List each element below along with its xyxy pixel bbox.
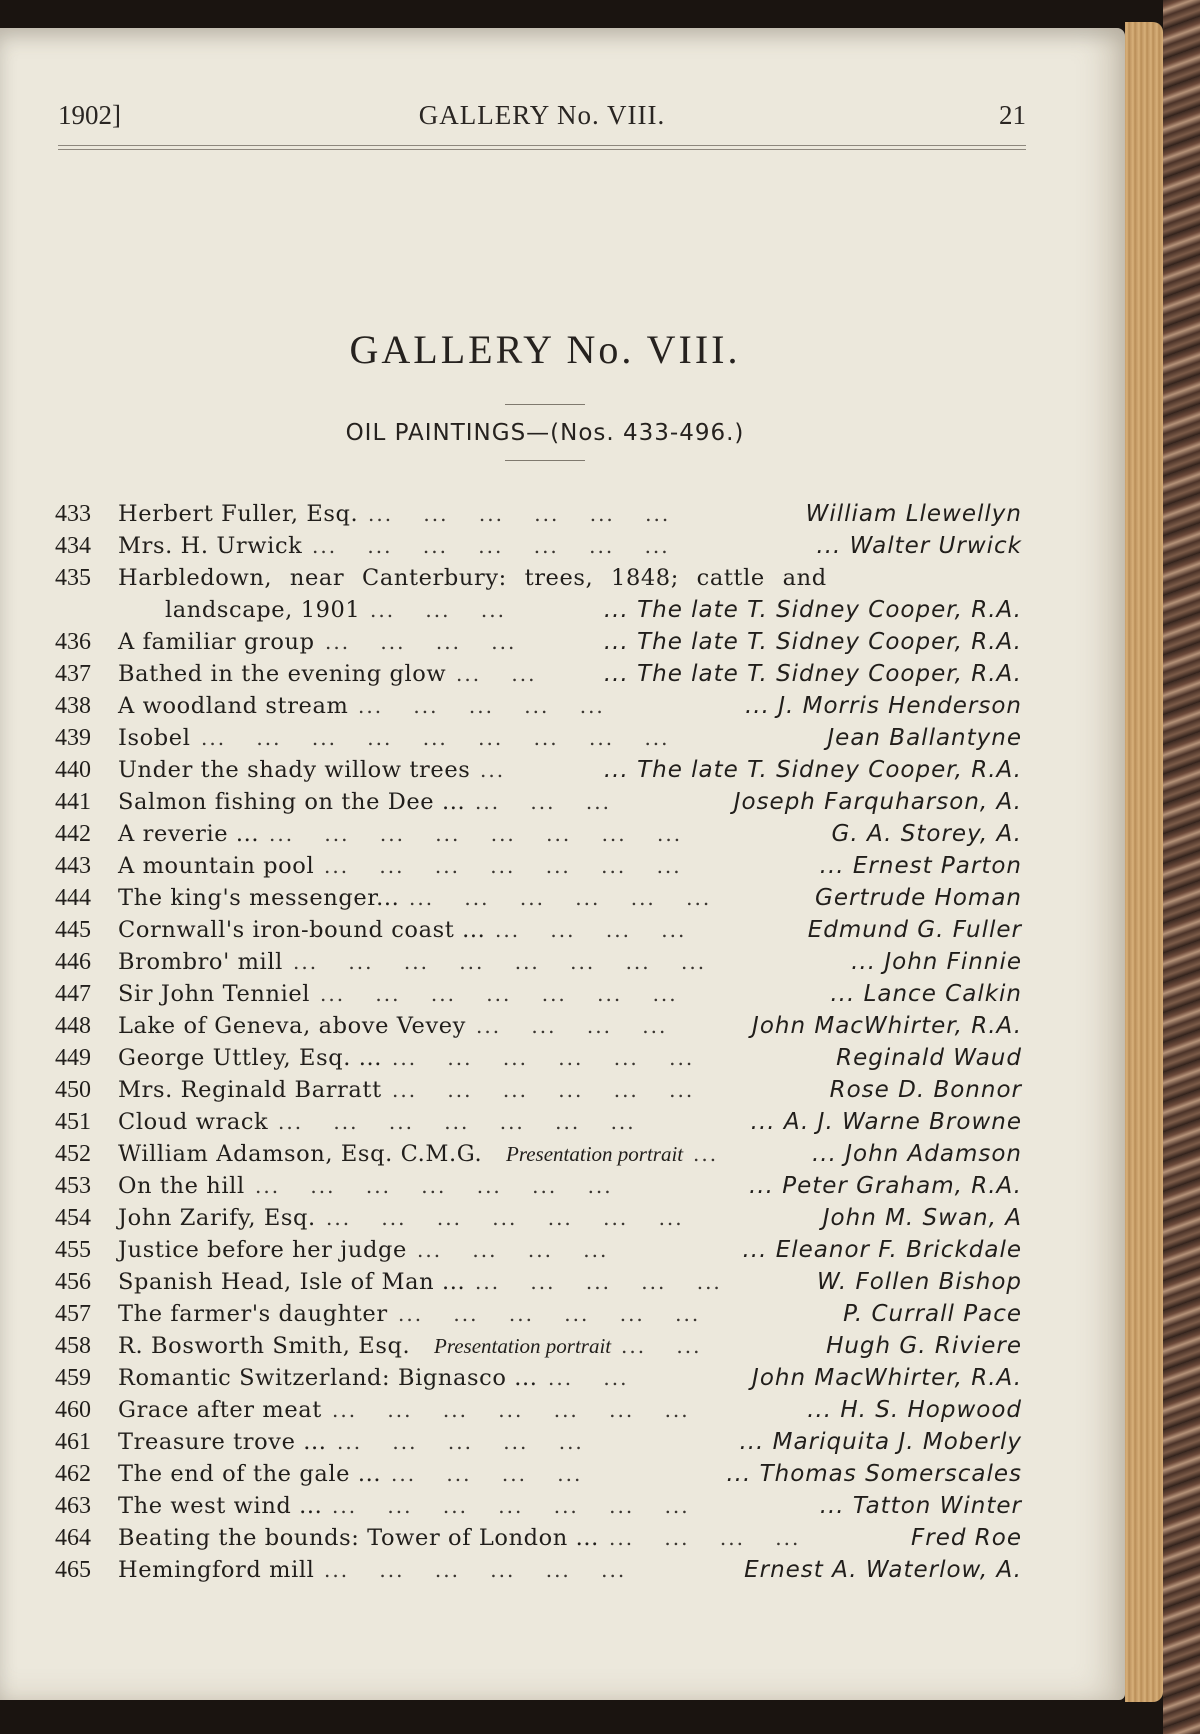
entry-title: Cornwall's iron-bound coast ... <box>118 917 486 943</box>
catalogue-entry <box>0 1138 1050 1170</box>
running-head-year: 1902] <box>58 100 121 130</box>
catalogue-entry <box>0 946 1050 978</box>
leader-dots: ... ... ... ... ... ... ... <box>332 1494 712 1518</box>
catalogue-entry <box>0 1266 1050 1298</box>
entry-title: A familiar group <box>118 629 315 655</box>
leader-dots: ... ... ... ... ... ... <box>409 886 734 910</box>
catalogue-entry <box>0 690 1050 722</box>
marbled-cover <box>1163 0 1200 1734</box>
entry-title: Sir John Tenniel <box>118 981 311 1007</box>
entry-artist: ... The late T. Sidney Cooper, R.A. <box>603 661 1022 687</box>
entry-number: 455 <box>55 1237 91 1263</box>
catalogue-entry <box>0 818 1050 850</box>
entry-title: Brombro' mill <box>118 949 283 975</box>
entry-number: 460 <box>55 1397 91 1423</box>
entry-number: 443 <box>55 853 91 879</box>
entry-artist: Rose D. Bonnor <box>829 1077 1022 1103</box>
catalogue-entry <box>0 1458 1050 1490</box>
leader-dots: ... <box>693 1142 741 1166</box>
entry-number: 441 <box>55 789 91 815</box>
catalogue-entry <box>0 1074 1050 1106</box>
catalogue-entry <box>0 1362 1050 1394</box>
entry-title: The farmer's daughter <box>118 1301 388 1327</box>
entry-number: 461 <box>55 1429 91 1455</box>
leader-dots: ... ... ... ... <box>325 630 539 654</box>
entry-title: George Uttley, Esq. ... <box>118 1045 382 1071</box>
entry-artist: ... Lance Calkin <box>830 981 1022 1007</box>
entry-artist: Joseph Farquharson, A. <box>733 789 1022 815</box>
entry-artist: John M. Swan, A <box>822 1205 1022 1231</box>
entry-artist: Jean Ballantyne <box>827 725 1022 751</box>
entry-artist: ... Ernest Parton <box>819 853 1022 879</box>
entry-number: 449 <box>55 1045 91 1071</box>
catalogue-entry <box>0 786 1050 818</box>
entry-title: Mrs. Reginald Barratt <box>118 1077 382 1103</box>
subheading-rule-top <box>505 404 585 405</box>
entry-number: 446 <box>55 949 91 975</box>
entry-number: 447 <box>55 981 91 1007</box>
entry-title: Salmon fishing on the Dee ... <box>118 789 466 815</box>
entry-artist: ... John Finnie <box>851 949 1022 975</box>
entry-artist: Fred Roe <box>911 1525 1022 1551</box>
running-head <box>58 100 1026 140</box>
entry-artist: Edmund G. Fuller <box>807 917 1022 943</box>
leader-dots: ... ... ... ... <box>476 1014 690 1038</box>
leader-dots: ... ... ... ... <box>495 918 709 942</box>
entry-number: 444 <box>55 885 91 911</box>
entry-title: John Zarify, Esq. <box>118 1205 316 1231</box>
leader-dots: ... ... <box>621 1334 724 1358</box>
entry-artist: John MacWhirter, R.A. <box>752 1013 1022 1039</box>
entry-number: 437 <box>55 661 91 687</box>
entry-number: 435 <box>55 565 91 591</box>
subheading-rule-bottom <box>505 460 585 461</box>
entry-title: A woodland stream <box>118 693 349 719</box>
entry-artist: ... The late T. Sidney Cooper, R.A. <box>603 597 1022 623</box>
entry-artist: G. A. Storey, A. <box>831 821 1022 847</box>
leader-dots: ... ... ... <box>370 598 528 622</box>
entry-number: 456 <box>55 1269 91 1295</box>
entry-artist: ... The late T. Sidney Cooper, R.A. <box>603 629 1022 655</box>
entry-number: 458 <box>55 1333 91 1359</box>
presentation-portrait-note: Presentation portrait <box>506 1142 684 1166</box>
entry-title: Beating the bounds: Tower of London ... <box>118 1525 599 1551</box>
entry-artist: John MacWhirter, R.A. <box>752 1365 1022 1391</box>
entry-number: 440 <box>55 757 91 783</box>
entry-number: 442 <box>55 821 91 847</box>
entry-title: Lake of Geneva, above Vevey <box>118 1013 466 1039</box>
entry-number: 462 <box>55 1461 91 1487</box>
presentation-portrait-note: Presentation portrait <box>434 1334 612 1358</box>
catalogue-entry <box>0 658 1050 690</box>
entry-title: A reverie ... <box>118 821 260 847</box>
entry-title: Treasure trove ... <box>118 1429 327 1455</box>
entry-title: Bathed in the evening glow <box>118 661 447 687</box>
catalogue-entry <box>0 498 1050 530</box>
entry-number: 448 <box>55 1013 91 1039</box>
leader-dots: ... ... ... ... ... ... ... <box>312 534 692 558</box>
entry-artist: Ernest A. Waterlow, A. <box>744 1557 1022 1583</box>
leader-dots: ... ... ... ... ... <box>358 694 627 718</box>
section-subheading: OIL PAINTINGS—(Nos. 433-496.) <box>345 420 745 446</box>
entry-number: 436 <box>55 629 91 655</box>
leader-dots: ... ... <box>456 662 559 686</box>
catalogue-entry <box>0 1106 1050 1138</box>
entry-number: 438 <box>55 693 91 719</box>
entry-title: Isobel <box>118 725 191 751</box>
entry-artist: P. Currall Pace <box>843 1301 1022 1327</box>
entry-artist: ... A. J. Warne Browne <box>750 1109 1022 1135</box>
catalogue-entry <box>0 882 1050 914</box>
entry-title: Hemingford mill <box>118 1557 315 1583</box>
entry-title: Justice before her judge <box>118 1237 407 1263</box>
page-number: 21 <box>999 100 1026 130</box>
entry-title: Mrs. H. Urwick <box>118 533 303 559</box>
entry-number: 464 <box>55 1525 91 1551</box>
header-rule <box>58 145 1026 146</box>
leader-dots: ... ... ... ... ... ... <box>392 1078 717 1102</box>
entry-title: Cloud wrack <box>118 1109 269 1135</box>
entry-number: 445 <box>55 917 91 943</box>
catalogue-entry <box>0 562 1050 594</box>
entry-number: 452 <box>55 1141 91 1167</box>
catalogue-entry <box>0 1554 1050 1586</box>
entry-artist: Reginald Waud <box>836 1045 1022 1071</box>
leader-dots: ... ... ... ... <box>609 1526 823 1550</box>
leader-dots: ... ... <box>548 1366 651 1390</box>
leader-dots: ... ... ... ... ... ... <box>368 502 693 526</box>
leader-dots: ... ... ... ... ... ... ... ... <box>293 950 729 974</box>
catalogue-entry <box>0 1522 1050 1554</box>
catalogue-entry <box>0 1170 1050 1202</box>
entry-artist: ... Thomas Somerscales <box>726 1461 1022 1487</box>
entry-artist: William Llewellyn <box>805 501 1022 527</box>
entry-number: 453 <box>55 1173 91 1199</box>
leader-dots: ... ... ... <box>475 790 633 814</box>
catalogue-entry <box>0 754 1050 786</box>
entry-title: A mountain pool <box>118 853 315 879</box>
leader-dots: ... ... ... ... ... ... <box>324 1558 649 1582</box>
leader-dots: ... ... ... ... ... ... ... <box>255 1174 635 1198</box>
entry-artist: ... Eleanor F. Brickdale <box>742 1237 1022 1263</box>
leader-dots: ... <box>480 758 528 782</box>
leader-dots: ... ... ... ... ... ... ... <box>320 982 700 1006</box>
running-head-gallery: GALLERY No. VIII. <box>418 100 666 130</box>
entry-title: R. Bosworth Smith, Esq. <box>118 1333 411 1359</box>
catalogue-entry <box>0 1490 1050 1522</box>
catalogue-entry <box>0 1202 1050 1234</box>
entry-number: 457 <box>55 1301 91 1327</box>
catalogue-entry <box>0 1298 1050 1330</box>
entry-artist: ... Mariquita J. Moberly <box>739 1429 1022 1455</box>
entry-title: On the hill <box>118 1173 245 1199</box>
entry-title: The king's messenger... <box>118 885 400 911</box>
gallery-heading: GALLERY No. VIII. <box>349 327 741 372</box>
catalogue-entry <box>0 594 1050 626</box>
entry-title: Grace after meat <box>118 1397 322 1423</box>
entry-number: 439 <box>55 725 91 751</box>
leader-dots: ... ... ... ... ... <box>337 1430 606 1454</box>
entry-title: Herbert Fuller, Esq. <box>118 501 359 527</box>
entry-title: Harbledown, near Canterbury: trees, 1848; cattle and <box>118 565 827 591</box>
catalogue-entry <box>0 1042 1050 1074</box>
leader-dots: ... ... ... ... ... ... ... <box>326 1206 706 1230</box>
catalogue-entry <box>0 1394 1050 1426</box>
entry-artist: Hugh G. Riviere <box>826 1333 1022 1359</box>
leader-dots: ... ... ... ... ... ... ... ... ... <box>201 726 692 750</box>
entry-number: 463 <box>55 1493 91 1519</box>
catalogue-entry <box>0 626 1050 658</box>
entry-title: The end of the gale ... <box>118 1461 382 1487</box>
catalogue-entry <box>0 530 1050 562</box>
catalogue-entry <box>0 978 1050 1010</box>
entry-number: 433 <box>55 501 91 527</box>
entry-artist: ... H. S. Hopwood <box>807 1397 1022 1423</box>
entry-title: William Adamson, Esq. C.M.G. <box>118 1141 483 1167</box>
entry-number: 454 <box>55 1205 91 1231</box>
entry-artist: ... Tatton Winter <box>819 1493 1022 1519</box>
catalogue-entry <box>0 1426 1050 1458</box>
entry-artist: W. Follen Bishop <box>816 1269 1022 1295</box>
entry-artist: Gertrude Homan <box>815 885 1022 911</box>
entry-number: 450 <box>55 1077 91 1103</box>
catalogue-entry <box>0 1010 1050 1042</box>
entry-number: 451 <box>55 1109 91 1135</box>
entry-title: Romantic Switzerland: Bignasco ... <box>118 1365 538 1391</box>
entry-artist: ... Walter Urwick <box>816 533 1022 559</box>
entry-artist: ... Peter Graham, R.A. <box>748 1173 1022 1199</box>
entry-artist: ... J. Morris Henderson <box>744 693 1022 719</box>
leader-dots: ... ... ... ... ... ... <box>392 1046 717 1070</box>
leader-dots: ... ... ... ... ... ... ... <box>332 1398 712 1422</box>
entry-number: 459 <box>55 1365 91 1391</box>
entry-title: The west wind ... <box>118 1493 323 1519</box>
leader-dots: ... ... ... ... ... ... ... ... <box>269 822 705 846</box>
catalogue-entry <box>0 1234 1050 1266</box>
catalogue-entry <box>0 850 1050 882</box>
entry-number: 465 <box>55 1557 91 1583</box>
leader-dots: ... ... ... ... ... ... ... <box>324 854 704 878</box>
leader-dots: ... ... ... ... <box>391 1462 605 1486</box>
entry-title: landscape, 1901 <box>165 597 361 623</box>
entry-artist: ... John Adamson <box>811 1141 1022 1167</box>
entry-number: 434 <box>55 533 91 559</box>
leader-dots: ... ... ... ... ... ... <box>398 1302 723 1326</box>
catalogue-entry <box>0 722 1050 754</box>
entry-artist: ... The late T. Sidney Cooper, R.A. <box>603 757 1022 783</box>
leader-dots: ... ... ... ... ... ... ... <box>278 1110 658 1134</box>
page-edges <box>1125 22 1163 1702</box>
leader-dots: ... ... ... ... ... <box>475 1270 744 1294</box>
leader-dots: ... ... ... ... <box>417 1238 631 1262</box>
entry-title: Spanish Head, Isle of Man ... <box>118 1269 466 1295</box>
header-rule-second <box>58 149 1026 150</box>
catalogue-entry <box>0 914 1050 946</box>
entry-title: Under the shady willow trees <box>118 757 471 783</box>
catalogue-entry <box>0 1330 1050 1362</box>
